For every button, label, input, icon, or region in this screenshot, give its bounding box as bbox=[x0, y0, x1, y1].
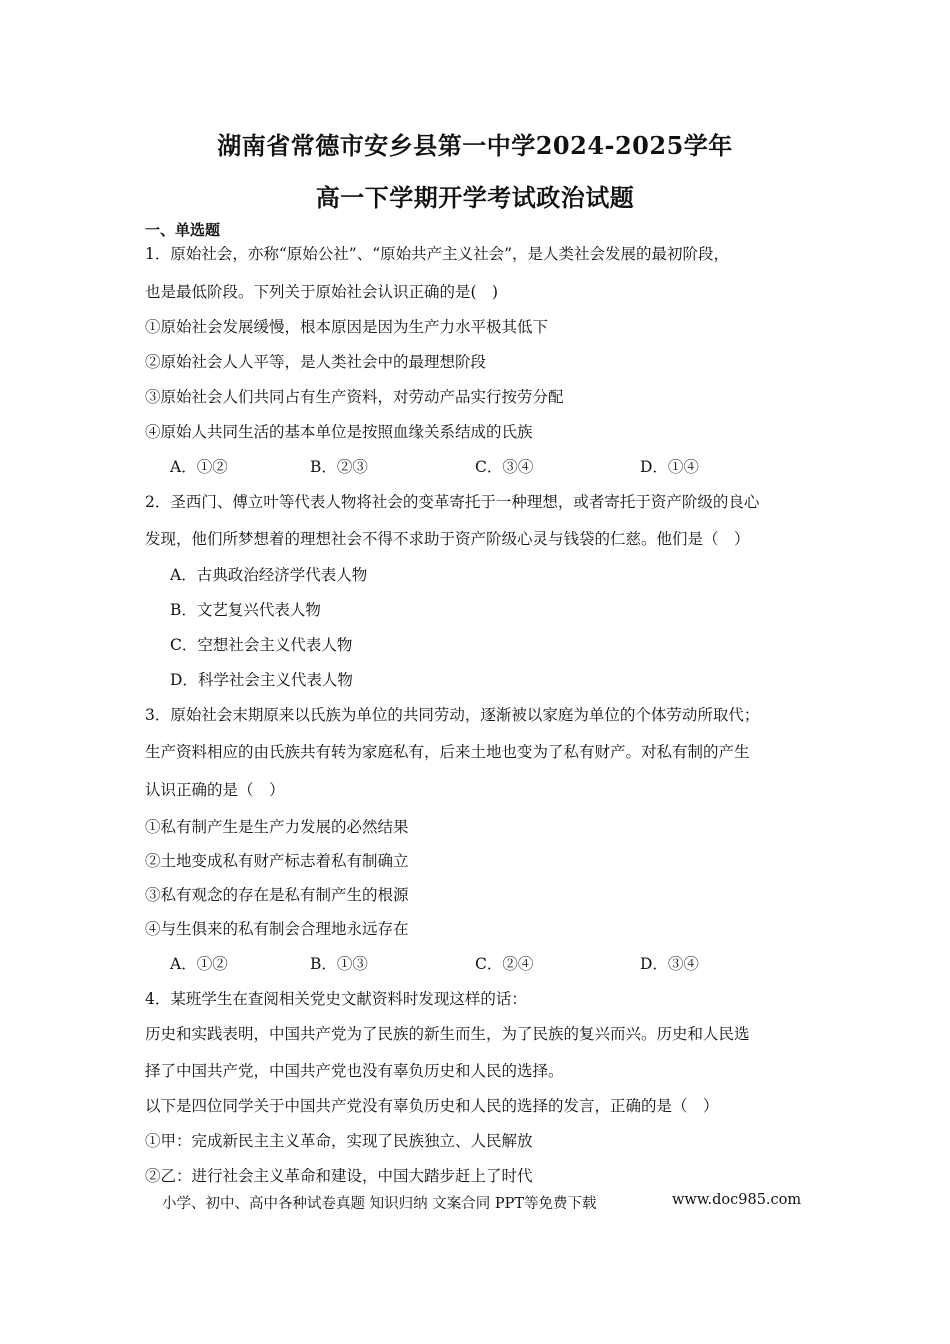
exam-title-line1: 湖南省常德市安乡县第一中学2024-2025学年 bbox=[217, 131, 733, 160]
q3-stem-line3: 认识正确的是（ ） bbox=[145, 781, 285, 799]
q3-statement-2: ②土地变成私有财产标志着私有制确立 bbox=[145, 852, 409, 870]
footer-text: 小学、初中、高中各种试卷真题 知识归纳 文案合同 PPT等免费下载 bbox=[162, 1196, 597, 1212]
q4-statement-2: ②乙：进行社会主义革命和建设，中国大踏步赶上了时代 bbox=[145, 1167, 533, 1185]
q4-stem-line1: 4．某班学生在查阅相关党史文献资料时发现这样的话： bbox=[145, 990, 527, 1008]
q2-option-a[interactable]: A．古典政治经济学代表人物 bbox=[170, 566, 368, 584]
q2-option-c[interactable]: C．空想社会主义代表人物 bbox=[170, 636, 353, 654]
q1-statement-4: ④原始人共同生活的基本单位是按照血缘关系结成的氏族 bbox=[145, 423, 533, 441]
q2-option-d[interactable]: D．科学社会主义代表人物 bbox=[170, 671, 353, 689]
q1-option-c[interactable]: C．③④ bbox=[475, 458, 534, 476]
section-heading: 一、单选题 bbox=[145, 221, 221, 239]
q1-option-d[interactable]: D．①④ bbox=[640, 458, 699, 476]
q2-option-b[interactable]: B．文艺复兴代表人物 bbox=[170, 601, 321, 619]
q1-statement-2: ②原始社会人人平等，是人类社会中的最理想阶段 bbox=[145, 353, 487, 371]
q3-statement-3: ③私有观念的存在是私有制产生的根源 bbox=[145, 886, 409, 904]
q3-stem-line1: 3．原始社会末期原来以氏族为单位的共同劳动，逐渐被以家庭为单位的个体劳动所取代； bbox=[145, 706, 760, 724]
q1-option-b[interactable]: B．②③ bbox=[310, 458, 368, 476]
footer-url-link[interactable]: www.doc985.com bbox=[672, 1192, 802, 1208]
q4-statement-1: ①甲：完成新民主主义革命，实现了民族独立、人民解放 bbox=[145, 1132, 533, 1150]
q4-stem-line2: 历史和实践表明，中国共产党为了民族的新生而生，为了民族的复兴而兴。历史和人民选 bbox=[145, 1025, 750, 1043]
q1-stem-line1: 1．原始社会，亦称“原始公社”、“原始共产主义社会”，是人类社会发展的最初阶段， bbox=[145, 245, 730, 263]
q3-option-b[interactable]: B．①③ bbox=[310, 955, 368, 973]
exam-title-line2: 高一下学期开学考试政治试题 bbox=[315, 183, 635, 212]
q4-stem-line3: 择了中国共产党，中国共产党也没有辜负历史和人民的选择。 bbox=[145, 1062, 564, 1080]
q2-stem-line1: 2．圣西门、傅立叶等代表人物将社会的变革寄托于一种理想，或者寄托于资产阶级的良心 bbox=[145, 493, 760, 511]
q2-stem-line2: 发现，他们所梦想着的理想社会不得不求助于资产阶级心灵与钱袋的仁慈。他们是（ ） bbox=[145, 530, 750, 548]
q3-option-a[interactable]: A．①② bbox=[170, 955, 228, 973]
q1-option-a[interactable]: A．①② bbox=[170, 458, 228, 476]
q4-stem-line4: 以下是四位同学关于中国共产党没有辜负历史和人民的选择的发言，正确的是（ ） bbox=[145, 1097, 719, 1115]
q3-statement-1: ①私有制产生是生产力发展的必然结果 bbox=[145, 818, 409, 836]
q1-statement-3: ③原始社会人们共同占有生产资料，对劳动产品实行按劳分配 bbox=[145, 388, 564, 406]
q3-stem-line2: 生产资料相应的由氏族共有转为家庭私有，后来土地也变为了私有财产。对私有制的产生 bbox=[145, 743, 750, 761]
q1-stem-line2: 也是最低阶段。下列关于原始社会认识正确的是( ) bbox=[145, 283, 499, 301]
q3-option-d[interactable]: D．③④ bbox=[640, 955, 699, 973]
q3-statement-4: ④与生俱来的私有制会合理地永远存在 bbox=[145, 920, 409, 938]
page-footer bbox=[162, 1192, 802, 1213]
q3-option-c[interactable]: C．②④ bbox=[475, 955, 534, 973]
q1-statement-1: ①原始社会发展缓慢，根本原因是因为生产力水平极其低下 bbox=[145, 318, 549, 336]
